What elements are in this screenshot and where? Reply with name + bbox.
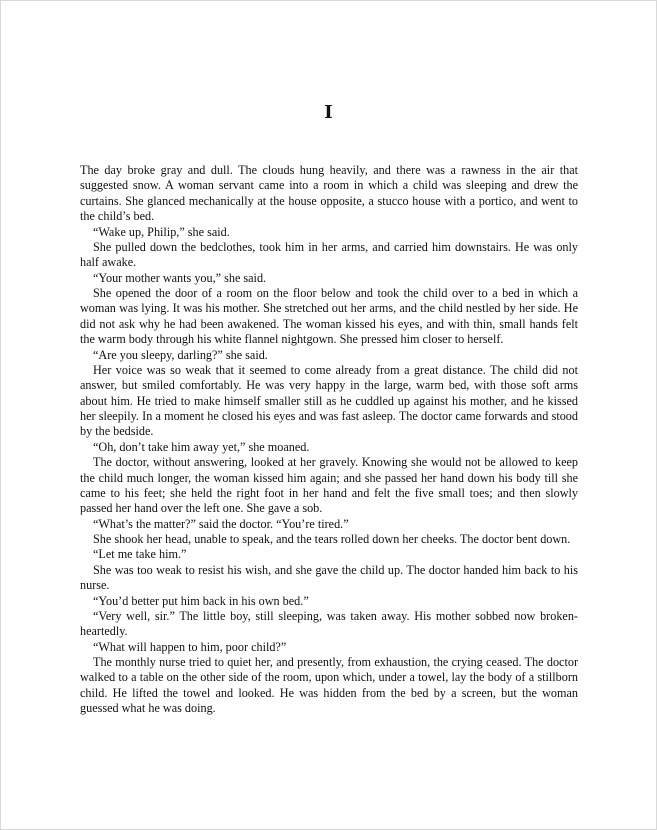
paragraph: “Are you sleepy, darling?” she said. [93, 347, 268, 362]
paragraph: “Oh, don’t take him away yet,” she moaned. [93, 439, 310, 454]
chapter-body [80, 163, 578, 717]
paragraph: “What will happen to him, poor child?” [93, 639, 287, 654]
paragraph: The doctor, without answering, looked at her gravely. Knowing she would not be allowed to keep the child much longer, the woman kissed him again; and she passed her hand down his body till she came to his feet; she held the right foot in her hand and felt the five small toes; and then slowly passed her hand over the left one. She gave a sob. [80, 455, 578, 516]
paragraph: The day broke gray and dull. The clouds hung heavily, and there was a rawness in the air that suggested snow. A woman servant came into a room in which a child was sleeping and drew the curtains. She glanced mechanically at the house opposite, a stucco house with a portico, and went to the child’s bed. [80, 163, 578, 224]
paragraph: She pulled down the bedclothes, took him in her arms, and carried him downstairs. He was only half awake. [80, 239, 578, 270]
paragraph: “Wake up, Philip,” she said. [93, 224, 230, 239]
paragraph: She was too weak to resist his wish, and she gave the child up. The doctor handed him back to his nurse. [80, 562, 578, 593]
paragraph: “You’d better put him back in his own bed.” [93, 593, 309, 608]
chapter-heading: I [324, 102, 333, 123]
paragraph: She opened the door of a room on the floor below and took the child over to a bed in which a woman was lying. It was his mother. She stretched out her arms, and the child nestled by her side. He did not ask why he had been awakened. The woman kissed his eyes, and with thin, small hands felt the warm body through his white flannel nightgown. She pressed him closer to herself. [80, 286, 578, 347]
paragraph: “What’s the matter?” said the doctor. “You’re tired.” [93, 516, 349, 531]
paragraph: Her voice was so weak that it seemed to come already from a great distance. The child did not answer, but smiled comfortably. He was very happy in the large, warm bed, with those soft arms about him. He tried to make himself smaller still as he cuddled up against his mother, and he kissed her sleepily. In a moment he closed his eyes and was fast asleep. The doctor came forwards and stood by the bedside. [80, 362, 578, 439]
paragraph: “Very well, sir.” The little boy, still sleeping, was taken away. His mother sobbed now broken-heartedly. [80, 608, 578, 639]
paragraph: She shook her head, unable to speak, and the tears rolled down her cheeks. The doctor bent down. [93, 532, 571, 546]
paragraph: “Let me take him.” [93, 547, 187, 562]
paragraph: The monthly nurse tried to quiet her, and presently, from exhaustion, the crying ceased. The doctor walked to a table on the other side of the room, upon which, under a towel, lay the body of a stillborn child. He lifted the towel and looked. He was hidden from the bed by a screen, but the woman guessed what he was doing. [80, 655, 578, 716]
paragraph: “Your mother wants you,” she said. [93, 270, 267, 285]
